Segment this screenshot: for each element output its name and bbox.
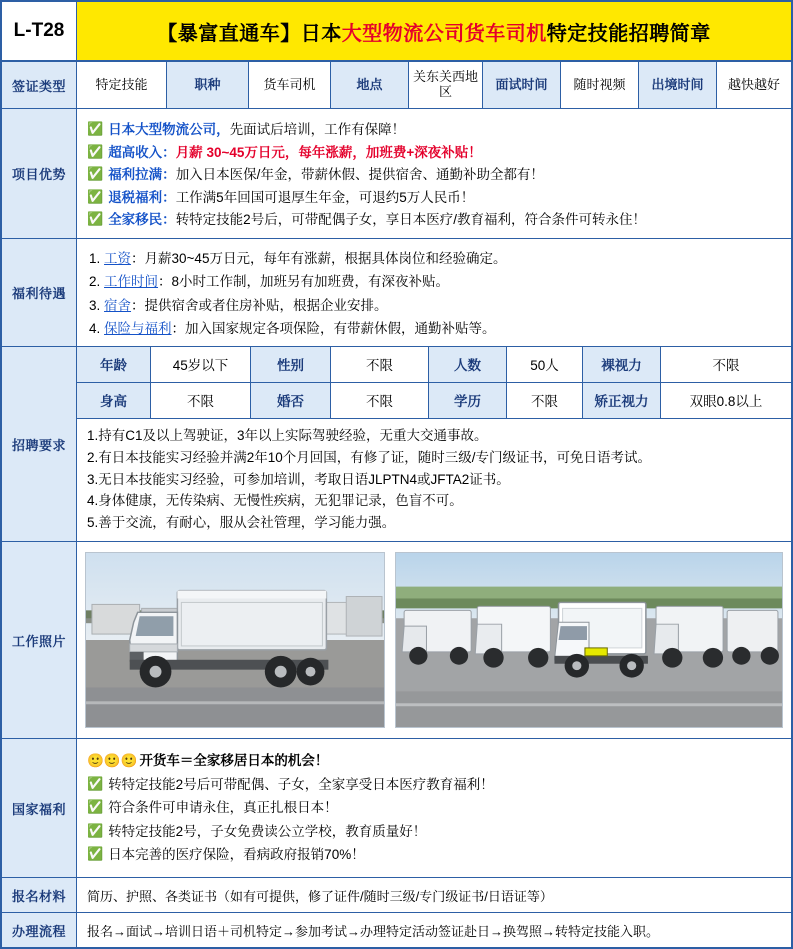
list-item: 2.有日本技能实习经验并满2年10个月回国，有修了证，随时三级/专门级证书，可免日语考试。 — [87, 449, 652, 465]
check-icon: ✅ — [87, 799, 104, 815]
item-number: 3. — [89, 297, 101, 313]
list-item — [87, 751, 783, 771]
item-text: ：月薪30~45万日元，每年有涨薪，根据具体岗位和经验确定。 — [131, 251, 507, 267]
item-text: 开货车＝全家移居日本的机会！ — [139, 753, 329, 769]
check-icon: ✅ — [87, 166, 104, 182]
gender-label: 性别 — [251, 347, 331, 382]
national-welfare-label: 国家福利 — [2, 739, 77, 877]
process-label: 办理流程 — [2, 913, 77, 947]
item-number: 1. — [89, 251, 101, 267]
item-text: ：加入国家规定各项保险，有带薪休假，通勤补贴等。 — [171, 320, 496, 336]
list-item — [87, 775, 783, 795]
height-value: 不限 — [151, 383, 251, 418]
list-item — [89, 247, 783, 270]
advantage-key: 全家移民： — [108, 212, 176, 228]
list-item — [87, 165, 783, 185]
advantage-text: 加入日本医保/年金，带薪休假、提供宿舍、通勤补助全都有！ — [175, 167, 544, 183]
item-text: 日本完善的医疗保险，看病政府报销70%！ — [108, 847, 365, 863]
headcount-value: 50人 — [507, 347, 583, 382]
list-item — [89, 270, 783, 293]
list-item — [87, 143, 783, 163]
advantage-key: 福利拉满： — [108, 167, 176, 183]
list-item: 1.持有C1及以上驾驶证，3年以上实际驾驶经验，无重大交通事故。 — [87, 427, 488, 443]
advantage-text: 月薪 30~45万日元，每年涨薪，加班费+深夜补贴！ — [175, 144, 482, 160]
process-row — [2, 913, 791, 947]
white-box-truck-photo — [85, 552, 385, 728]
materials-label: 报名材料 — [2, 878, 77, 912]
advantage-text: 先面试后培训，工作有保障！ — [229, 122, 406, 137]
item-text: ：提供宿舍或者住房补贴，根据企业安排。 — [131, 297, 388, 313]
check-icon: ✅ — [87, 211, 104, 227]
corrected-vision-label: 矫正视力 — [583, 383, 661, 418]
naked-vision-value: 不限 — [712, 358, 740, 374]
check-icon: ✅ — [87, 143, 104, 159]
visa-type-value: 特定技能 — [77, 62, 167, 108]
materials-text: 简历、护照、各类证书（如有可提供，修了证件/随时三级/专门级证书/日语证等） — [87, 888, 553, 904]
departure-time-label: 出境时间 — [639, 62, 717, 108]
requirements-details — [77, 419, 791, 541]
naked-vision-label: 裸视力 — [583, 347, 661, 382]
corrected-vision-value: 双眼0.8以上 — [689, 394, 763, 410]
photos-label: 工作照片 — [2, 542, 77, 738]
item-number: 4. — [89, 320, 101, 336]
headcount-label: 人数 — [429, 347, 507, 382]
advantage-key: 日本大型物流公司， — [108, 122, 230, 137]
list-item — [87, 798, 783, 818]
check-icon: ✅ — [87, 822, 104, 838]
process-text: 报名→面试→培训日语＋司机特定→参加考试→办理特定活动签证赴日→换驾照→转特定技能入职。 — [87, 923, 660, 939]
age-label: 年龄 — [77, 347, 151, 382]
item-text: 转特定技能2号后可带配偶、子女，全家享受日本医疗教育福利！ — [108, 776, 494, 792]
title-suffix: 特定技能招聘简章 — [546, 22, 711, 45]
list-item — [87, 188, 783, 208]
list-item: 4.身体健康，无传染病、无慢性疾病，无犯罪记录，色盲不可。 — [87, 493, 463, 509]
materials-row — [2, 878, 791, 913]
requirements-content — [77, 347, 791, 541]
list-item — [87, 210, 783, 230]
marital-label: 婚否 — [251, 383, 331, 418]
location-value: 关东关西地区 — [409, 62, 483, 108]
header — [2, 2, 791, 62]
title-highlight: 大型物流公司货车司机 — [341, 22, 547, 45]
benefits-list — [77, 239, 791, 346]
item-text: 转特定技能2号，子女免费读公立学校，教育质量好！ — [108, 823, 427, 839]
gender-value: 不限 — [331, 347, 429, 382]
list-item: 5.善于交流，有耐心，服从会社管理，学习能力强。 — [87, 515, 396, 531]
education-label: 学历 — [429, 383, 507, 418]
national-welfare-row — [2, 739, 791, 878]
advantage-key: 超高收入： — [108, 144, 176, 160]
marital-value: 不限 — [331, 383, 429, 418]
photos-row — [2, 542, 791, 739]
requirements-grid — [77, 347, 791, 419]
advantages-row — [2, 109, 791, 239]
benefits-label: 福利待遇 — [2, 239, 77, 346]
job-title-value: 货车司机 — [249, 62, 331, 108]
requirements-row — [2, 347, 791, 542]
table-row — [77, 383, 791, 419]
advantages-label: 项目优势 — [2, 109, 77, 238]
height-label: 身高 — [77, 383, 151, 418]
visa-row-cells — [77, 62, 791, 108]
item-keyword: 工资 — [104, 251, 132, 267]
departure-time-value: 越快越好 — [727, 76, 780, 92]
item-text: ：8小时工作制，加班另有加班费，有深夜补贴。 — [158, 274, 450, 290]
education-value: 不限 — [507, 383, 583, 418]
list-item: 3.无日本技能实习经验，可参加培训，考取日语JLPTN4或JFTA2证书。 — [87, 471, 510, 487]
list-item — [87, 120, 783, 140]
benefits-row — [2, 239, 791, 347]
check-icon: ✅ — [87, 775, 104, 791]
advantage-key: 退税福利： — [108, 189, 176, 205]
list-item — [87, 822, 783, 842]
job-code: L-T28 — [2, 2, 77, 60]
truck-fleet-photo — [395, 552, 783, 728]
location-label: 地点 — [331, 62, 409, 108]
check-icon: ✅ — [87, 188, 104, 204]
page-title — [77, 2, 791, 60]
visa-row — [2, 62, 791, 109]
item-keyword: 保险与福利 — [104, 320, 172, 336]
photos-content — [77, 542, 791, 738]
item-text: 符合条件可申请永住，真正扎根日本！ — [108, 800, 338, 816]
advantage-text: 转特定技能2号后，可带配偶子女，享日本医疗/教育福利，符合条件可转永住！ — [175, 212, 646, 228]
advantage-text: 工作满5年回国可退厚生年金，可退约5万人民币！ — [175, 189, 475, 205]
item-keyword: 宿舍 — [104, 297, 132, 313]
requirements-label: 招聘要求 — [2, 347, 77, 541]
interview-time-label: 面试时间 — [483, 62, 561, 108]
job-title-label: 职种 — [167, 62, 249, 108]
age-value: 45岁以下 — [151, 347, 251, 382]
item-keyword: 工作时间 — [104, 274, 159, 290]
list-item — [89, 294, 783, 317]
interview-time-value: 随时视频 — [561, 62, 639, 108]
list-item — [87, 845, 783, 865]
visa-row-label: 签证类型 — [2, 62, 77, 108]
check-icon: ✅ — [87, 121, 104, 136]
smiley-icon: 🙂🙂🙂 — [87, 753, 138, 769]
national-welfare-list — [77, 739, 791, 877]
advantages-list — [77, 109, 791, 238]
check-icon: ✅ — [87, 846, 104, 862]
list-item — [89, 317, 783, 340]
title-prefix: 【暴富直通车】日本 — [157, 22, 342, 45]
item-number: 2. — [89, 274, 101, 290]
table-row — [77, 347, 791, 383]
